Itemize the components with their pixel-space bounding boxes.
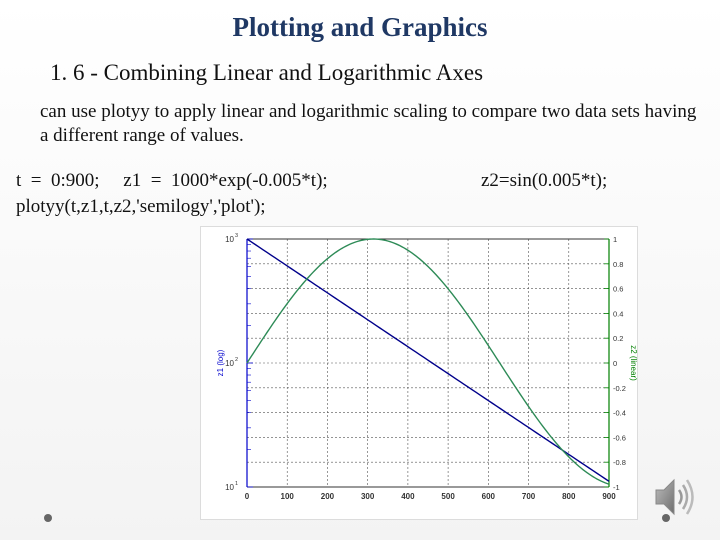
right-axis-label: z2 (linear) [629,345,638,381]
right-tick-label: -0.8 [613,458,626,468]
plotyy-chart [201,227,637,519]
x-tick-label: 500 [441,492,455,501]
code-line-2: plotyy(t,z1,t,z2,'semilogy','plot'); [16,196,266,217]
bullet-dot-left [44,514,52,522]
right-tick-label: 0.2 [613,334,624,344]
left-axis-label: z1 (log) [216,349,225,377]
left-tick-exponent: 3 [235,233,239,239]
slide-title: Plotting and Graphics [232,12,488,42]
right-tick-label: -0.4 [613,408,626,418]
right-tick-label: 0.6 [613,284,624,294]
speaker-icon[interactable] [650,472,700,522]
left-tick-exponent: 2 [235,357,239,363]
right-tick-label: 1 [613,235,618,244]
right-tick-label: -0.2 [613,383,626,393]
right-tick-label: -0.6 [613,433,626,443]
x-tick-label: 0 [244,492,250,501]
x-tick-label: 200 [320,492,335,501]
right-tick-label: 0 [613,359,618,368]
right-tick-label: -1 [613,483,620,492]
x-tick-label: 900 [602,492,616,501]
code-line-1: t = 0:900; z1 = 1000*exp(-0.005*t); [16,170,328,191]
left-tick-label: 10 [225,235,234,244]
x-tick-label: 400 [401,492,415,501]
x-tick-label: 700 [521,492,536,501]
plot-figure [200,226,638,520]
right-tick-label: 0.8 [613,259,624,269]
slide-description: can use plotyy to apply linear and logarithmic scaling to compare two data sets having a different range of values. [40,101,697,146]
x-tick-label: 100 [280,492,294,501]
left-tick-exponent: 1 [235,481,239,487]
slide-subtitle: 1. 6 - Combining Linear and Logarithmic Axes [50,60,484,85]
code-line-1b: z2=sin(0.005*t); [481,170,608,191]
x-tick-label: 800 [562,492,576,501]
left-tick-label: 10 [225,359,234,368]
left-tick-label: 10 [225,483,234,492]
right-tick-label: 0.4 [613,309,624,319]
x-tick-label: 300 [360,492,375,501]
x-tick-label: 600 [481,492,496,501]
